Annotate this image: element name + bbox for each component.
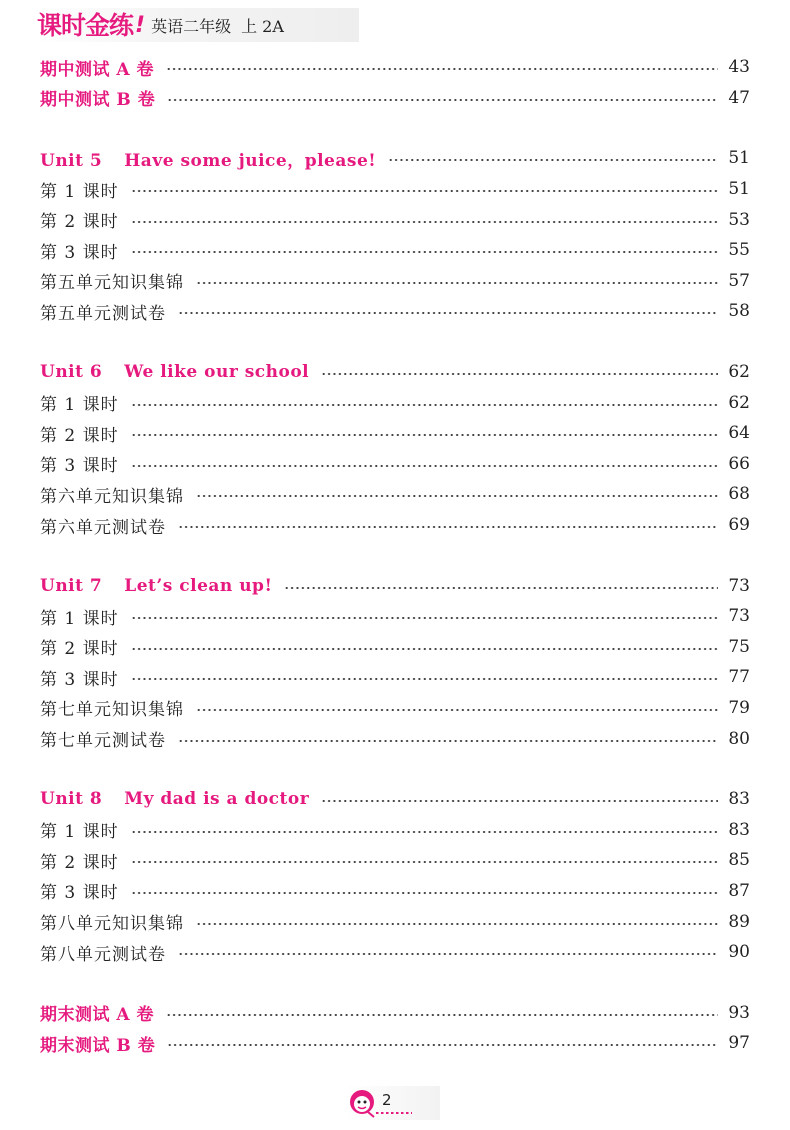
- toc-row[interactable]: [40, 723, 750, 754]
- toc-row[interactable]: [40, 997, 750, 1028]
- unit-number: Unit 6: [40, 362, 103, 383]
- toc-page-number: 83: [728, 819, 750, 840]
- dot-leader: [166, 68, 718, 70]
- dot-leader: [178, 953, 718, 955]
- toc-entry-title: 第五单元测试卷: [40, 303, 166, 324]
- unit-number: Unit 5: [40, 150, 103, 171]
- grade-label: 上 2A: [241, 16, 284, 36]
- toc-page-number: 79: [728, 697, 750, 718]
- toc-page-number: 62: [728, 362, 750, 383]
- dot-leader: [321, 800, 718, 802]
- toc-page-number: 85: [728, 850, 750, 871]
- dot-leader: [131, 861, 718, 863]
- toc-entry-title: 第 2 课时: [40, 639, 119, 660]
- toc-page-number: 89: [728, 911, 750, 932]
- dot-leader: [131, 190, 718, 192]
- toc-entry-title: 期中测试 B 卷: [40, 90, 156, 111]
- toc-row[interactable]: [40, 1028, 750, 1059]
- toc-entry-title: 第 2 课时: [40, 212, 119, 233]
- dot-leader: [166, 1014, 718, 1016]
- toc-unit-row[interactable]: [40, 143, 750, 174]
- unit-title: Let’s clean up!: [124, 575, 273, 596]
- toc-row[interactable]: [40, 52, 750, 83]
- toc-row[interactable]: [40, 906, 750, 937]
- toc-page-number: 90: [728, 942, 750, 963]
- mascot-face-icon: [348, 1088, 376, 1118]
- toc-page-number: 80: [728, 728, 750, 749]
- toc-row[interactable]: [40, 814, 750, 845]
- toc-unit-row[interactable]: [40, 784, 750, 815]
- toc-row[interactable]: [40, 632, 750, 663]
- toc-entry-title: 第 3 课时: [40, 669, 119, 690]
- toc-page-number: 51: [728, 148, 750, 169]
- toc-page-number: 55: [728, 240, 750, 261]
- toc-entry-title: 第 1 课时: [40, 608, 119, 629]
- toc-entry-title: 第 3 课时: [40, 456, 119, 477]
- toc-page-number: 73: [728, 575, 750, 596]
- toc-page-number: 77: [728, 667, 750, 688]
- toc-page-number: 69: [728, 515, 750, 536]
- toc-entry-title: 第七单元知识集锦: [40, 700, 184, 721]
- toc-row[interactable]: [40, 693, 750, 724]
- toc-entry-title: 第 1 课时: [40, 181, 119, 202]
- dot-leader: [131, 648, 718, 650]
- dot-leader: [131, 465, 718, 467]
- toc-entry-title: 第 1 课时: [40, 395, 119, 416]
- toc-entry-title: [40, 789, 309, 809]
- unit-title: My dad is a doctor: [124, 789, 310, 810]
- page-header: [37, 8, 359, 42]
- dot-leader: [131, 617, 718, 619]
- toc-page-number: 68: [728, 484, 750, 505]
- dot-leader: [178, 526, 718, 528]
- toc-row[interactable]: [40, 449, 750, 480]
- toc-entry-title: 期中测试 A 卷: [40, 59, 155, 80]
- toc-row[interactable]: [40, 235, 750, 266]
- dot-leader: [284, 587, 718, 589]
- dot-leader: [178, 312, 718, 314]
- toc-page-number: 43: [728, 57, 750, 78]
- unit-number: Unit 8: [40, 789, 103, 810]
- dot-leader: [388, 159, 718, 161]
- subject-label: 英语二年级: [151, 16, 232, 36]
- toc-page-number: 51: [728, 179, 750, 200]
- toc-page-number: 66: [728, 453, 750, 474]
- toc-page-number: 93: [728, 1002, 750, 1023]
- page-footer: [346, 1086, 440, 1120]
- toc-row[interactable]: [40, 876, 750, 907]
- brand-logo: 课时金练: [37, 10, 134, 40]
- toc-row[interactable]: [40, 83, 750, 114]
- toc-entry-title: 期末测试 B 卷: [40, 1035, 156, 1056]
- toc-page-number: 57: [728, 270, 750, 291]
- dot-leader: [131, 831, 718, 833]
- dot-leader: [131, 434, 718, 436]
- unit-title: We like our school: [124, 362, 310, 383]
- toc-entry-title: 第七单元测试卷: [40, 731, 166, 752]
- toc-row[interactable]: [40, 266, 750, 297]
- toc-entry-title: [40, 362, 309, 382]
- toc-row[interactable]: [40, 296, 750, 327]
- dot-leader: [131, 221, 718, 223]
- unit-title: Have some juice，please!: [124, 150, 377, 171]
- toc-row[interactable]: [40, 510, 750, 541]
- toc-row[interactable]: [40, 479, 750, 510]
- toc-page-number: 73: [728, 606, 750, 627]
- toc-row[interactable]: [40, 418, 750, 449]
- brand-exclamation: !: [135, 12, 146, 38]
- toc-unit-row[interactable]: [40, 357, 750, 388]
- dot-leader: [131, 404, 718, 406]
- toc-unit-row[interactable]: [40, 570, 750, 601]
- dot-leader: [196, 923, 718, 925]
- table-of-contents: [40, 52, 750, 1059]
- book-subtitle: [151, 14, 284, 37]
- toc-page-number: 58: [728, 301, 750, 322]
- toc-row[interactable]: [40, 387, 750, 418]
- toc-entry-title: 第 2 课时: [40, 852, 119, 873]
- toc-entry-title: 第五单元知识集锦: [40, 273, 184, 294]
- dot-leader: [196, 282, 718, 284]
- toc-row[interactable]: [40, 601, 750, 632]
- dot-leader: [321, 373, 718, 375]
- toc-page-number: 64: [728, 423, 750, 444]
- toc-row[interactable]: [40, 937, 750, 968]
- dot-leader: [196, 495, 718, 497]
- toc-page-number: 87: [728, 880, 750, 901]
- unit-number: Unit 7: [40, 575, 103, 596]
- toc-page-number: 83: [728, 789, 750, 810]
- dot-leader: [131, 892, 718, 894]
- toc-entry-title: [40, 146, 376, 171]
- dot-leader: [131, 678, 718, 680]
- toc-entry-title: 第 1 课时: [40, 822, 119, 843]
- toc-entry-title: 期末测试 A 卷: [40, 1005, 155, 1026]
- toc-page-number: 53: [728, 209, 750, 230]
- dot-leader: [131, 251, 718, 253]
- toc-entry-title: 第 3 课时: [40, 883, 119, 904]
- dot-leader: [196, 709, 718, 711]
- toc-row[interactable]: [40, 662, 750, 693]
- toc-page-number: 47: [728, 87, 750, 108]
- toc-entry-title: 第六单元知识集锦: [40, 486, 184, 507]
- page-number: 2: [382, 1091, 392, 1109]
- toc-row[interactable]: [40, 174, 750, 205]
- dot-leader: [178, 740, 718, 742]
- toc-row[interactable]: [40, 845, 750, 876]
- toc-entry-title: 第八单元测试卷: [40, 944, 166, 965]
- toc-entry-title: 第六单元测试卷: [40, 517, 166, 538]
- dot-leader: [167, 99, 718, 101]
- footer-dash-line: [376, 1112, 412, 1114]
- toc-entry-title: [40, 576, 272, 596]
- dot-leader: [167, 1044, 718, 1046]
- toc-page-number: 97: [728, 1033, 750, 1054]
- toc-row[interactable]: [40, 204, 750, 235]
- toc-page-number: 62: [728, 392, 750, 413]
- toc-entry-title: 第 3 课时: [40, 242, 119, 263]
- toc-entry-title: 第 2 课时: [40, 425, 119, 446]
- toc-entry-title: 第八单元知识集锦: [40, 914, 184, 935]
- toc-page-number: 75: [728, 636, 750, 657]
